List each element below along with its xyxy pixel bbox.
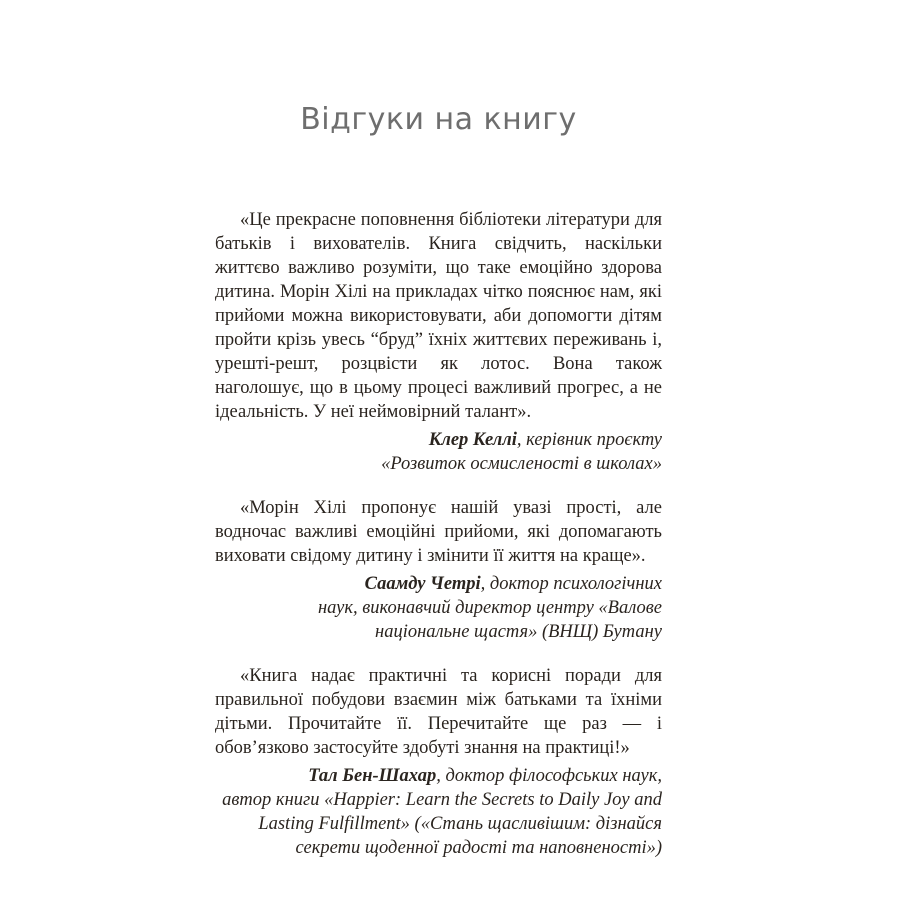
review-quote-text: «Морін Хілі пропонує нашій увазі прості, але водночас важливі емоційні прийоми, які допомагають виховати свідому дитину і змінити її життя на краще». [215,498,662,566]
review-quote-text: «Книга надає практичні та корисні поради для правильної побудови взаємин між батьками та їхніми дітьми. Прочитайте її. Перечитайте ще раз — і обов’язково застосуйте здобуті знання на практиці!» [215,666,662,758]
review-attribution [215,572,662,644]
attribution-line [215,788,662,812]
attribution-line [215,428,662,452]
review-quote-text: «Це прекрасне поповнення бібліотеки літератури для батьків і вихователів. Книга свідчить, наскільки життєво важливо розуміти, що таке емоційно здорова дитина. Морін Хілі на прикладах чітко пояснює нам, які прийоми можна використовувати, аби допомогти дітям пройти крізь увесь “бруд” їхніх життєвих переживань і, урешті-решт, розцвісти як лотос. Вона також наголошує, що в цьому процесі важливий прогрес, а не ідеальність. У неї неймовірний талант». [215,210,662,422]
attribution-author-name: Тал Бен-Шахар [308,766,437,786]
attribution-line [215,572,662,596]
review-block [215,208,662,476]
attribution-author-name: Саамду Четрі [364,574,481,594]
reviews-content [215,208,662,880]
attribution-detail: автор книги «Happier: Learn the Secrets to Daily Joy and [222,790,662,810]
attribution-detail: , керівник проєкту [516,430,662,450]
attribution-detail: Lasting Fulfillment» («Стань щасливішим: дізнайся [258,814,662,834]
attribution-detail: секрети щоденної радості та наповненості») [295,838,662,858]
attribution-detail: , доктор психологічних [480,574,662,594]
attribution-author-name: Клер Келлі [428,430,517,450]
attribution-line [215,836,662,860]
attribution-detail: «Розвиток осмисленості в школах» [381,454,662,474]
review-block [215,496,662,644]
review-attribution [215,428,662,476]
attribution-line [215,452,662,476]
review-attribution [215,764,662,860]
review-block [215,664,662,860]
attribution-detail: національне щастя» (ВНЩ) Бутану [375,622,662,642]
attribution-detail: наук, виконавчий директор центру «Валове [317,598,662,618]
attribution-line [215,812,662,836]
attribution-line [215,764,662,788]
attribution-detail: , доктор філософських наук, [436,766,662,786]
page-title: Відгуки на книгу [300,102,577,137]
attribution-line [215,620,662,644]
attribution-line [215,596,662,620]
